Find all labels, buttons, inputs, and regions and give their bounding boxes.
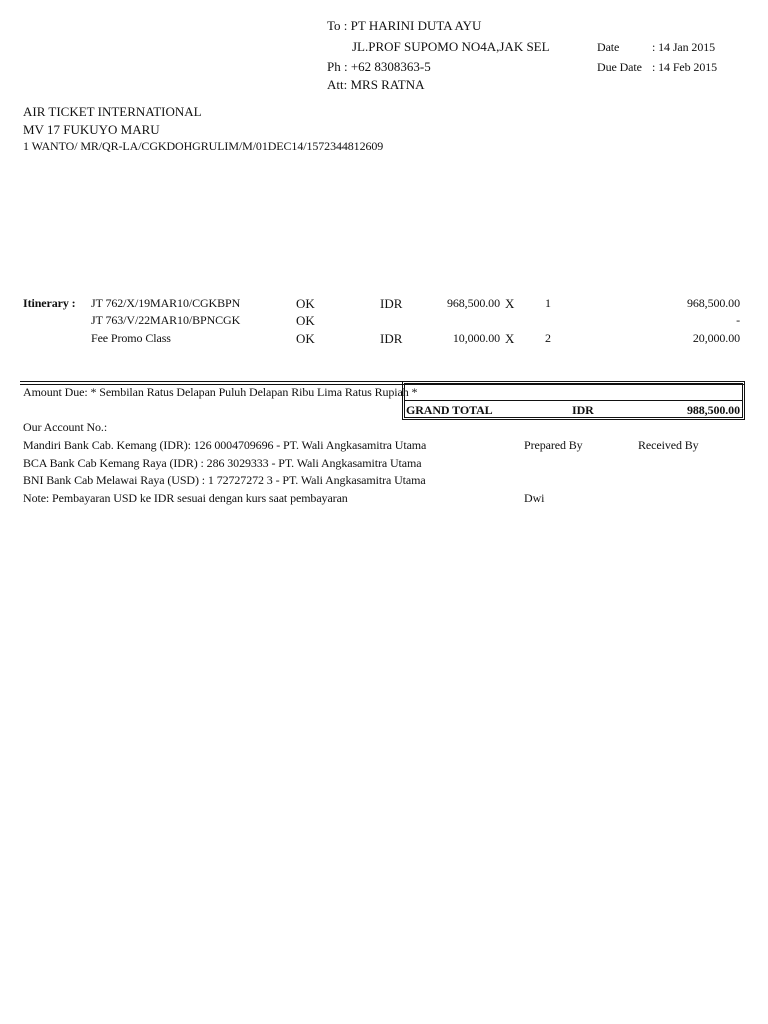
service-line-3: 1 WANTO/ MR/QR-LA/CGKDOHGRULIM/M/01DEC14/1572344812609 bbox=[23, 139, 384, 153]
due-date-value: : 14 Feb 2015 bbox=[652, 60, 718, 74]
itinerary-desc: JT 763/V/22MAR10/BPNCGK bbox=[91, 313, 241, 327]
recipient-address: JL.PROF SUPOMO NO4A,JAK SEL bbox=[352, 39, 550, 54]
amount-due-text: Amount Due: * Sembilan Ratus Delapan Puluh Delapan Ribu Lima Ratus Rupiah * bbox=[23, 385, 418, 399]
itinerary-qty: 1 bbox=[545, 296, 551, 310]
itinerary-multiplier: X bbox=[505, 296, 515, 311]
itinerary-label: Itinerary : bbox=[23, 296, 76, 310]
recipient-phone: Ph : +62 8308363-5 bbox=[327, 59, 431, 74]
recipient-attention: Att: MRS RATNA bbox=[327, 77, 425, 92]
itinerary-price: 968,500.00 bbox=[446, 296, 500, 310]
itinerary-currency: IDR bbox=[380, 296, 403, 311]
date-label: Date bbox=[597, 40, 620, 54]
recipient-name: To : PT HARINI DUTA AYU bbox=[327, 18, 482, 33]
date-value: : 14 Jan 2015 bbox=[652, 40, 716, 54]
account-line: BNI Bank Cab Melawai Raya (USD) : 1 72727272 3 - PT. Wali Angkasamitra Utama bbox=[23, 473, 426, 487]
account-line: BCA Bank Cab Kemang Raya (IDR) : 286 3029333 - PT. Wali Angkasamitra Utama bbox=[23, 456, 422, 470]
itinerary-multiplier: X bbox=[505, 331, 515, 346]
itinerary-total: - bbox=[736, 313, 740, 327]
service-line-1: AIR TICKET INTERNATIONAL bbox=[23, 104, 202, 119]
due-date-label: Due Date bbox=[597, 60, 642, 74]
itinerary-status: OK bbox=[296, 313, 315, 328]
itinerary-status: OK bbox=[296, 296, 315, 311]
account-heading: Our Account No.: bbox=[23, 420, 108, 434]
grand-total-currency: IDR bbox=[572, 403, 594, 417]
itinerary-desc: JT 762/X/19MAR10/CGKBPN bbox=[91, 296, 241, 310]
grand-total-value: 988,500.00 bbox=[686, 403, 740, 417]
itinerary-status: OK bbox=[296, 331, 315, 346]
payment-note: Note: Pembayaran USD ke IDR sesuai dengan kurs saat pembayaran bbox=[23, 491, 348, 505]
received-by-label: Received By bbox=[638, 438, 699, 452]
account-line: Mandiri Bank Cab. Kemang (IDR): 126 0004709696 - PT. Wali Angkasamitra Utama bbox=[23, 438, 427, 452]
itinerary-currency: IDR bbox=[380, 331, 403, 346]
itinerary-total: 968,500.00 bbox=[686, 296, 740, 310]
service-line-2: MV 17 FUKUYO MARU bbox=[23, 122, 160, 137]
itinerary-qty: 2 bbox=[545, 331, 551, 345]
prepared-by-name: Dwi bbox=[524, 491, 545, 505]
grand-total-divider bbox=[404, 400, 743, 401]
itinerary-price: 10,000.00 bbox=[452, 331, 500, 345]
prepared-by-label: Prepared By bbox=[524, 438, 583, 452]
grand-total-label: GRAND TOTAL bbox=[406, 403, 493, 417]
itinerary-desc: Fee Promo Class bbox=[91, 331, 171, 345]
itinerary-total: 20,000.00 bbox=[692, 331, 740, 345]
